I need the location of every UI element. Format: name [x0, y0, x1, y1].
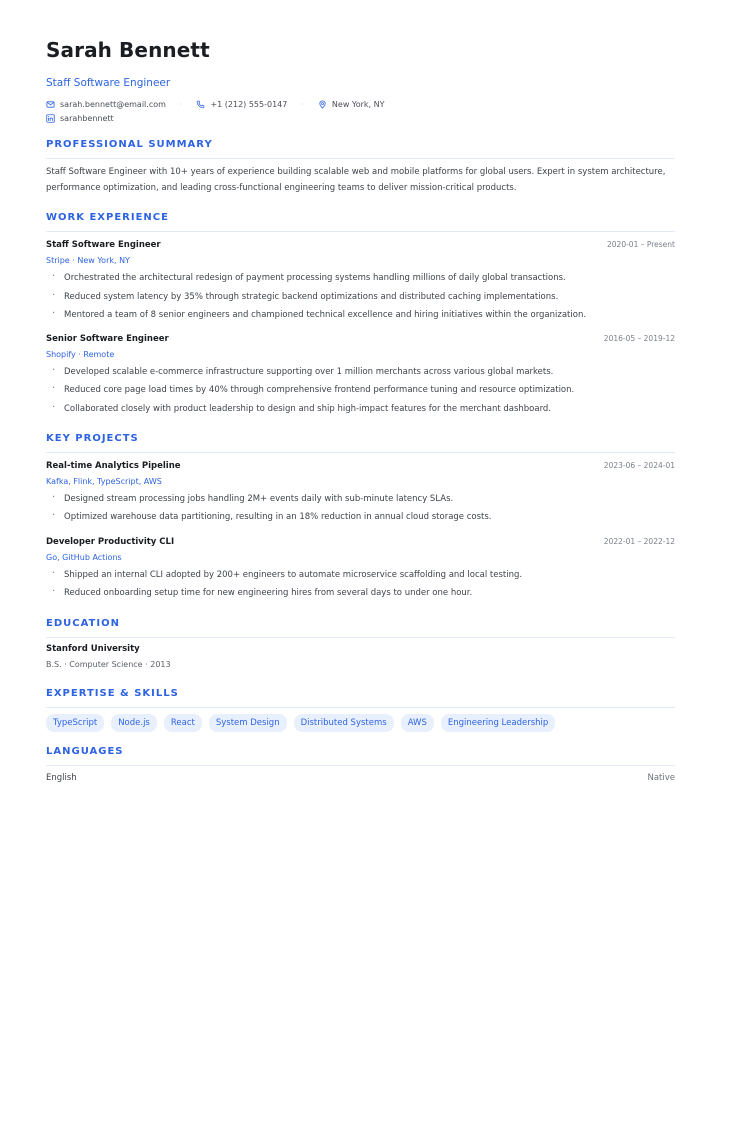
- bullet-item: · Shipped an internal CLI adopted by 200+ engineers to automate microservice scaffolding and local testing.: [46, 566, 675, 584]
- mail-icon: [46, 100, 55, 109]
- section-heading: EXPERTISE & SKILLS: [46, 687, 675, 708]
- experience-section: [46, 211, 675, 418]
- project-tech: Kafka, Flink, TypeScript, AWS: [46, 477, 162, 486]
- job-dates: 2020-01 – Present: [607, 240, 675, 249]
- skill-chip: AWS: [401, 714, 434, 732]
- projects-section: [46, 432, 675, 602]
- summary-section: [46, 138, 675, 196]
- degree-detail: B.S. · Computer Science · 2013: [46, 660, 171, 669]
- language-row: [46, 772, 675, 784]
- language-level: Native: [647, 773, 675, 783]
- school-name: Stanford University: [46, 644, 140, 654]
- separator: ·: [301, 100, 304, 109]
- candidate-name: Sarah Bennett: [46, 38, 210, 62]
- contact-location: [318, 99, 385, 110]
- project-entry: [46, 536, 675, 602]
- job-title: Senior Software Engineer: [46, 333, 169, 344]
- bullet-list: [46, 566, 675, 602]
- skills-section: [46, 687, 675, 732]
- skill-chip: Node.js: [111, 714, 157, 732]
- contact-email[interactable]: [46, 99, 166, 110]
- experience-entry: [46, 333, 675, 419]
- email-text: sarah.bennett@email.com: [60, 100, 166, 109]
- skill-chip: Distributed Systems: [294, 714, 394, 732]
- candidate-title: Staff Software Engineer: [46, 77, 171, 89]
- contact-row: [46, 99, 675, 110]
- contact-linkedin[interactable]: [46, 113, 114, 124]
- skill-chip: System Design: [209, 714, 287, 732]
- linkedin-icon: [46, 114, 55, 123]
- job-title: Staff Software Engineer: [46, 240, 161, 250]
- job-company: Shopify · Remote: [46, 349, 115, 359]
- project-title: Developer Productivity CLI: [46, 537, 175, 547]
- summary-text: Staff Software Engineer with 10+ years of experience building scalable web and mobile platforms for global users. Expert in system architecture, performance optimization, and leading cross-functional engineering teams to deliver mission-critical products.: [46, 167, 666, 193]
- separator: ·: [179, 100, 183, 109]
- language-name: English: [46, 773, 77, 783]
- project-tech: Go, GitHub Actions: [46, 553, 122, 562]
- languages-section: [46, 745, 675, 784]
- project-title: Real-time Analytics Pipeline: [46, 461, 181, 471]
- experience-entry: [46, 239, 675, 325]
- phone-icon: [196, 100, 205, 109]
- bullet-list: [46, 490, 675, 526]
- location-pin-icon: [318, 100, 327, 109]
- bullet-item: · Orchestrated the architectural redesign of payment processing systems handling millions of daily global transactions.: [46, 269, 675, 288]
- section-heading: PROFESSIONAL SUMMARY: [46, 138, 675, 159]
- skill-chips: [46, 714, 675, 732]
- bullet-list: [46, 269, 675, 325]
- section-heading: EDUCATION: [46, 617, 675, 638]
- bullet-item: · Reduced onboarding setup time for new engineering hires from several days to under one hour.: [46, 584, 675, 602]
- bullet-item: · Collaborated closely with product leadership to design and ship high-impact features for the merchant dashboard.: [46, 400, 675, 419]
- phone-text: +1 (212) 555-0147: [210, 100, 288, 109]
- skill-chip: Engineering Leadership: [441, 714, 555, 732]
- linkedin-text: sarahbennett: [60, 114, 114, 123]
- education-section: [46, 617, 675, 670]
- bullet-item: · Reduced system latency by 35% through strategic backend optimizations and distributed caching implementations.: [46, 288, 675, 307]
- project-dates: 2023-06 – 2024-01: [603, 461, 675, 470]
- education-entry: [46, 643, 675, 670]
- bullet-item: · Mentored a team of 8 senior engineers and championed technical excellence and hiring initiatives within the organization.: [46, 306, 675, 325]
- skill-chip: React: [164, 714, 202, 732]
- job-dates: 2016-05 – 2019-12: [603, 333, 675, 343]
- resume-page: [46, 36, 675, 784]
- contact-row-2: [46, 113, 675, 124]
- bullet-item: · Developed scalable e-commerce infrastructure supporting over 1 million merchants across various global markets.: [46, 363, 675, 382]
- job-company: Stripe · New York, NY: [46, 256, 130, 265]
- bullet-item: · Reduced core page load times by 40% through comprehensive frontend performance tuning and resource optimization.: [46, 381, 675, 400]
- section-heading: KEY PROJECTS: [46, 432, 675, 453]
- section-heading: LANGUAGES: [46, 745, 675, 766]
- bullet-item: · Designed stream processing jobs handling 2M+ events daily with sub-minute latency SLAs.: [46, 490, 675, 508]
- skill-chip: TypeScript: [46, 714, 104, 732]
- bullet-list: [46, 363, 675, 419]
- location-text: New York, NY: [331, 100, 385, 109]
- contact-phone[interactable]: [196, 99, 287, 110]
- project-entry: [46, 460, 675, 526]
- bullet-item: · Optimized warehouse data partitioning, resulting in an 18% reduction in annual cloud storage costs.: [46, 508, 675, 526]
- section-heading: WORK EXPERIENCE: [46, 211, 675, 232]
- project-dates: 2022-01 – 2022-12: [603, 537, 675, 546]
